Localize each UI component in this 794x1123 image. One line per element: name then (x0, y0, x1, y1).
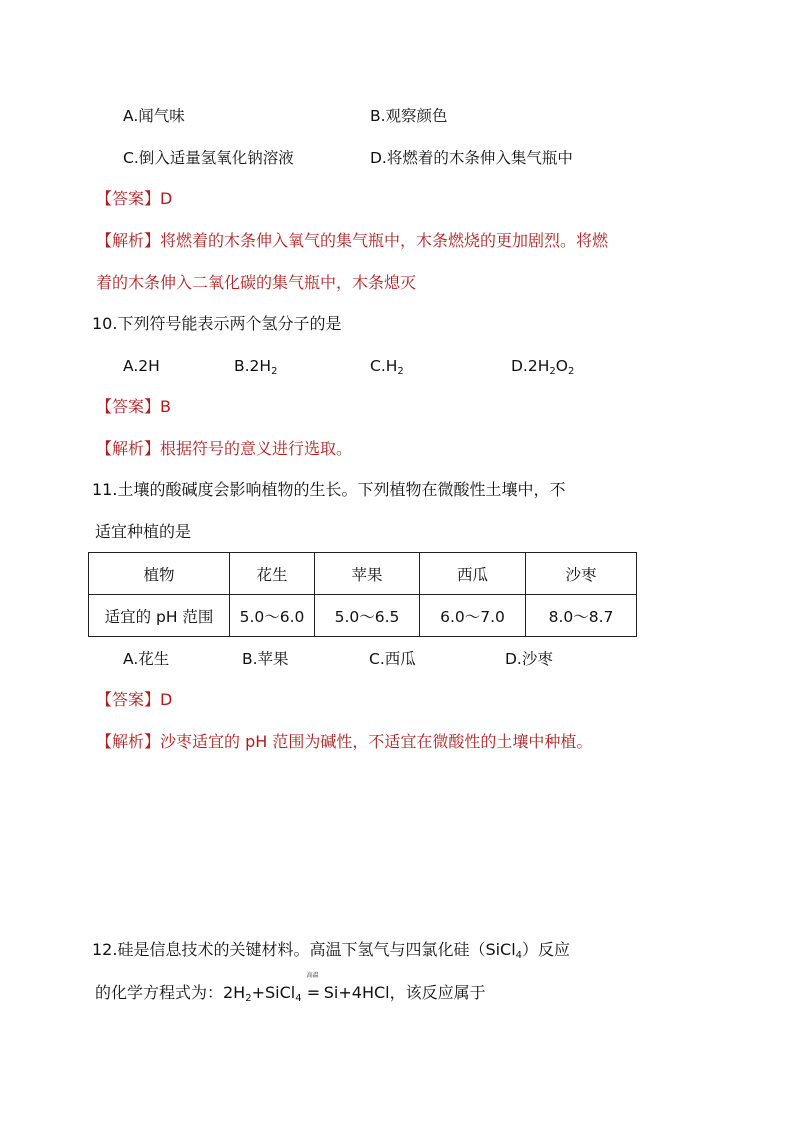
q11-option-a: A.花生 (123, 650, 170, 668)
q11-option-b: B.苹果 (242, 650, 289, 668)
answer-value: D (160, 690, 173, 709)
table-cell: 适宜的 pH 范围 (89, 595, 230, 637)
q10-option-c: $C.H_2$ (370, 357, 404, 377)
q11-stem-line1: 11.土壤的酸碱度会影响植物的生长。下列植物在微酸性土壤中，不 (92, 480, 566, 499)
table-cell: 西瓜 (420, 553, 526, 595)
ph-range-table (88, 552, 637, 637)
q9-option-d: D.将燃着的木条伸入集气瓶中 (370, 149, 573, 167)
q9-analysis-line1 (96, 231, 608, 251)
answer-label: 【答案】 (96, 189, 161, 208)
q10-option-d: $D.2H_2O_2$ (511, 357, 575, 377)
q11-option-d: D.沙枣 (505, 650, 553, 668)
q10-analysis (96, 439, 352, 459)
answer-value: B (160, 397, 171, 416)
table-cell: 沙枣 (526, 553, 637, 595)
q12-stem-line2: 的化学方程式为：$2H_2+SiCl_4$ 高温 = Si+4HCl，该反应属于 (95, 972, 486, 1004)
answer-label: 【答案】 (96, 397, 161, 416)
q12-stem-line1: 12.硅是信息技术的关键材料。高温下氢气与四氯化硅（SiCl$_4$）反应 (92, 940, 571, 961)
q11-analysis (96, 732, 592, 752)
analysis-text: 沙枣适宜的 pH 范围为碱性，不适宜在微酸性的土壤中种植。 (160, 732, 593, 751)
q9-analysis-line2: 着的木条伸入二氧化碳的集气瓶中，木条熄灭 (96, 273, 417, 292)
analysis-text: 将燃着的木条伸入氧气的集气瓶中，木条燃烧的更加剧烈。将燃 (160, 231, 609, 250)
q10-stem: 10.下列符号能表示两个氢分子的是 (92, 314, 342, 333)
q10-answer (96, 397, 171, 417)
table-header-row (89, 553, 637, 595)
q9-option-b: B.观察颜色 (370, 107, 448, 125)
q11-answer (96, 690, 172, 710)
analysis-label: 【解析】 (96, 439, 161, 458)
table-cell: 5.0～6.5 (315, 595, 420, 637)
q9-answer (96, 189, 172, 209)
table-cell: 花生 (230, 553, 315, 595)
q10-option-b: $B.2H_2$ (234, 357, 278, 377)
reaction-condition: 高温 (306, 972, 319, 979)
table-cell: 苹果 (315, 553, 420, 595)
analysis-label: 【解析】 (96, 231, 161, 250)
analysis-label: 【解析】 (96, 732, 161, 751)
table-cell: 植物 (89, 553, 230, 595)
table-row (89, 595, 637, 637)
analysis-text: 根据符号的意义进行选取。 (160, 439, 353, 458)
table-cell: 5.0～6.0 (230, 595, 315, 637)
reaction-equals-sign: 高温 = (306, 972, 321, 1002)
table-cell: 6.0～7.0 (420, 595, 526, 637)
q9-option-a: A.闻气味 (123, 107, 185, 125)
q10-option-a: A.2H (123, 357, 160, 375)
q11-stem-line2: 适宜种植的是 (95, 522, 192, 541)
q11-option-c: C.西瓜 (369, 650, 416, 668)
q9-option-c: C.倒入适量氢氧化钠溶液 (123, 149, 294, 167)
answer-value: D (160, 189, 173, 208)
table-cell: 8.0～8.7 (526, 595, 637, 637)
answer-label: 【答案】 (96, 690, 161, 709)
